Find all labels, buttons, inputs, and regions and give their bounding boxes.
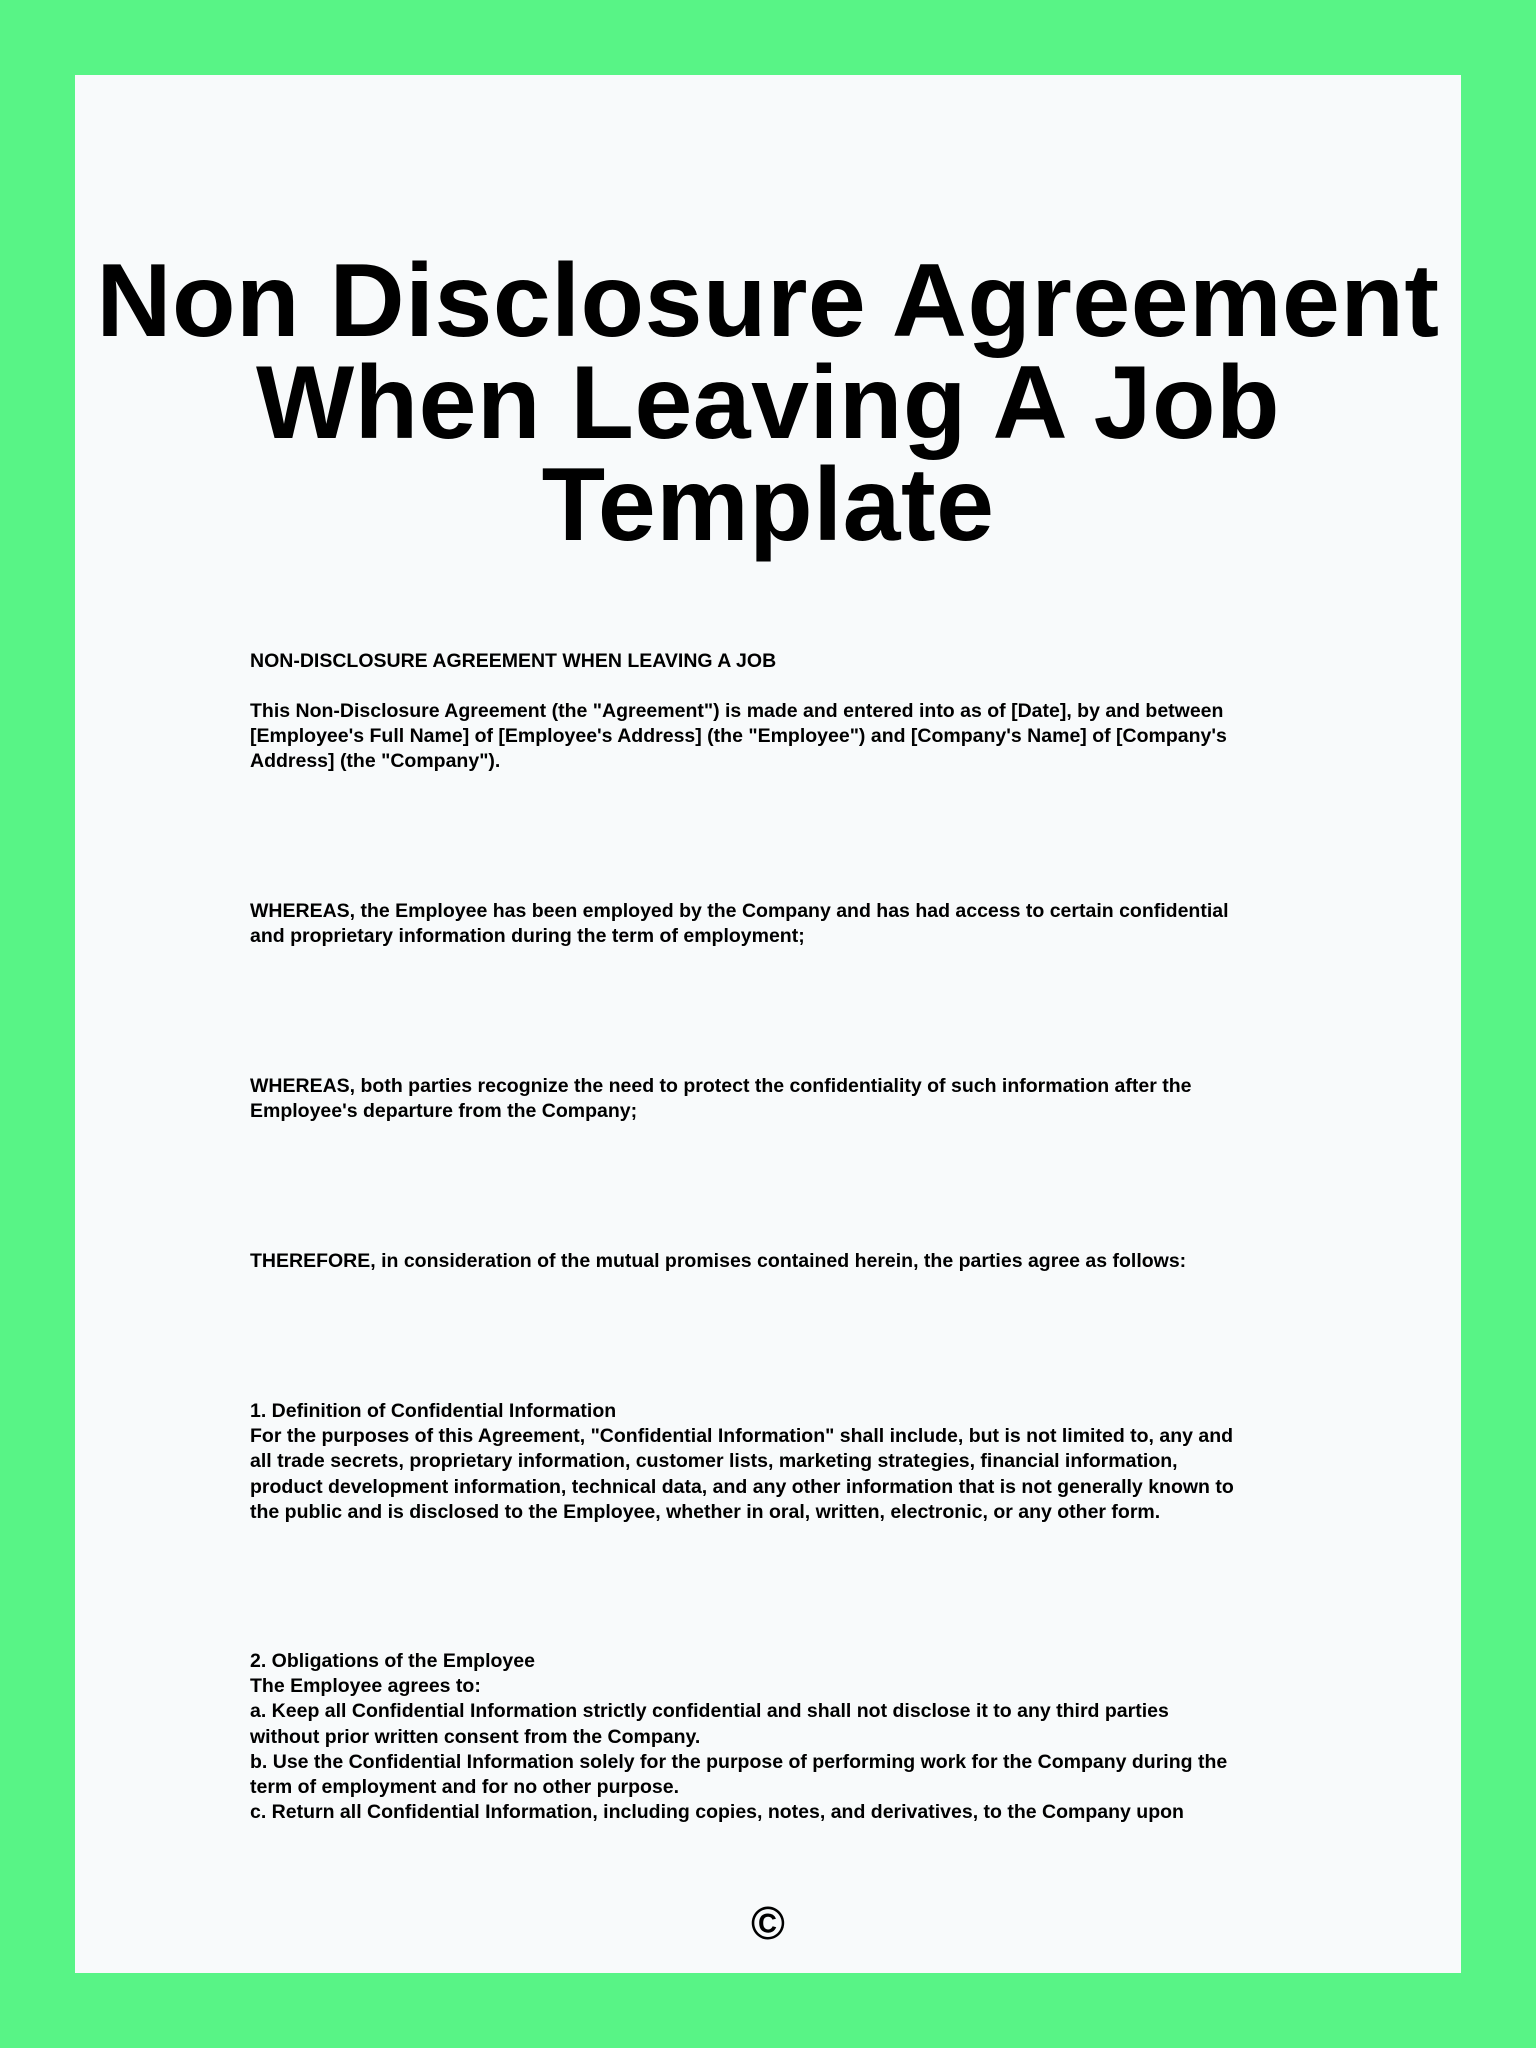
title-line: Template bbox=[541, 447, 995, 563]
paragraph-line: without prior written consent from the Company. bbox=[250, 1725, 701, 1748]
agreement-heading: NON-DISCLOSURE AGREEMENT WHEN LEAVING A JOB bbox=[250, 650, 777, 672]
paragraph-line: WHEREAS, both parties recognize the need to protect the confidentiality of such information after the bbox=[250, 1075, 1192, 1097]
therefore-paragraph bbox=[250, 1249, 1350, 1274]
document-title bbox=[75, 243, 1461, 563]
document-page bbox=[75, 75, 1461, 1973]
list-item: a. Keep all Confidential Information strictly confidential and shall not disclose it to any third parties bbox=[250, 1700, 1169, 1723]
paragraph-line: [Employee's Full Name] of [Employee's Address] (the "Employee") and [Company's Name] of [Company's bbox=[250, 725, 1227, 748]
intro-paragraph bbox=[250, 699, 1350, 775]
section-1-definition bbox=[250, 1399, 1350, 1525]
title-line: Non Disclosure Agreement bbox=[96, 243, 1440, 359]
paragraph-line: product development information, technical data, and any other information that is not generally known to bbox=[250, 1475, 1234, 1498]
paragraph-line: The Employee agrees to: bbox=[250, 1675, 481, 1698]
paragraph-line: For the purposes of this Agreement, "Confidential Information" shall include, but is not limited to, any and bbox=[250, 1425, 1234, 1448]
paragraph-line: and proprietary information during the term of employment; bbox=[250, 925, 805, 948]
section-2-obligations bbox=[250, 1649, 1350, 1825]
list-item: b. Use the Confidential Information solely for the purpose of performing work for the Company during the bbox=[250, 1750, 1228, 1773]
paragraph-line: Address] (the "Company"). bbox=[250, 750, 501, 773]
title-line: When Leaving A Job bbox=[255, 345, 1280, 461]
list-item: c. Return all Confidential Information, including copies, notes, and derivatives, to the Company upon bbox=[250, 1801, 1184, 1824]
section-heading: 1. Definition of Confidential Information bbox=[250, 1400, 617, 1422]
paragraph-line: This Non-Disclosure Agreement (the "Agreement") is made and entered into as of [Date], by and between bbox=[250, 700, 1224, 722]
copyright-icon: © bbox=[751, 1897, 785, 1949]
paragraph-line: term of employment and for no other purpose. bbox=[250, 1776, 680, 1799]
paragraph-line: THEREFORE, in consideration of the mutual promises contained herein, the parties agree as follows: bbox=[250, 1250, 1187, 1272]
paragraph-line: Employee's departure from the Company; bbox=[250, 1100, 638, 1123]
paragraph-line: all trade secrets, proprietary information, customer lists, marketing strategies, financial information, bbox=[250, 1450, 1178, 1473]
whereas-paragraph-1 bbox=[250, 899, 1350, 949]
paragraph-line: WHEREAS, the Employee has been employed by the Company and has had access to certain confidential bbox=[250, 900, 1229, 922]
section-heading: 2. Obligations of the Employee bbox=[250, 1650, 535, 1672]
paragraph-line: the public and is disclosed to the Employee, whether in oral, written, electronic, or any other form. bbox=[250, 1500, 1161, 1523]
whereas-paragraph-2 bbox=[250, 1074, 1350, 1124]
